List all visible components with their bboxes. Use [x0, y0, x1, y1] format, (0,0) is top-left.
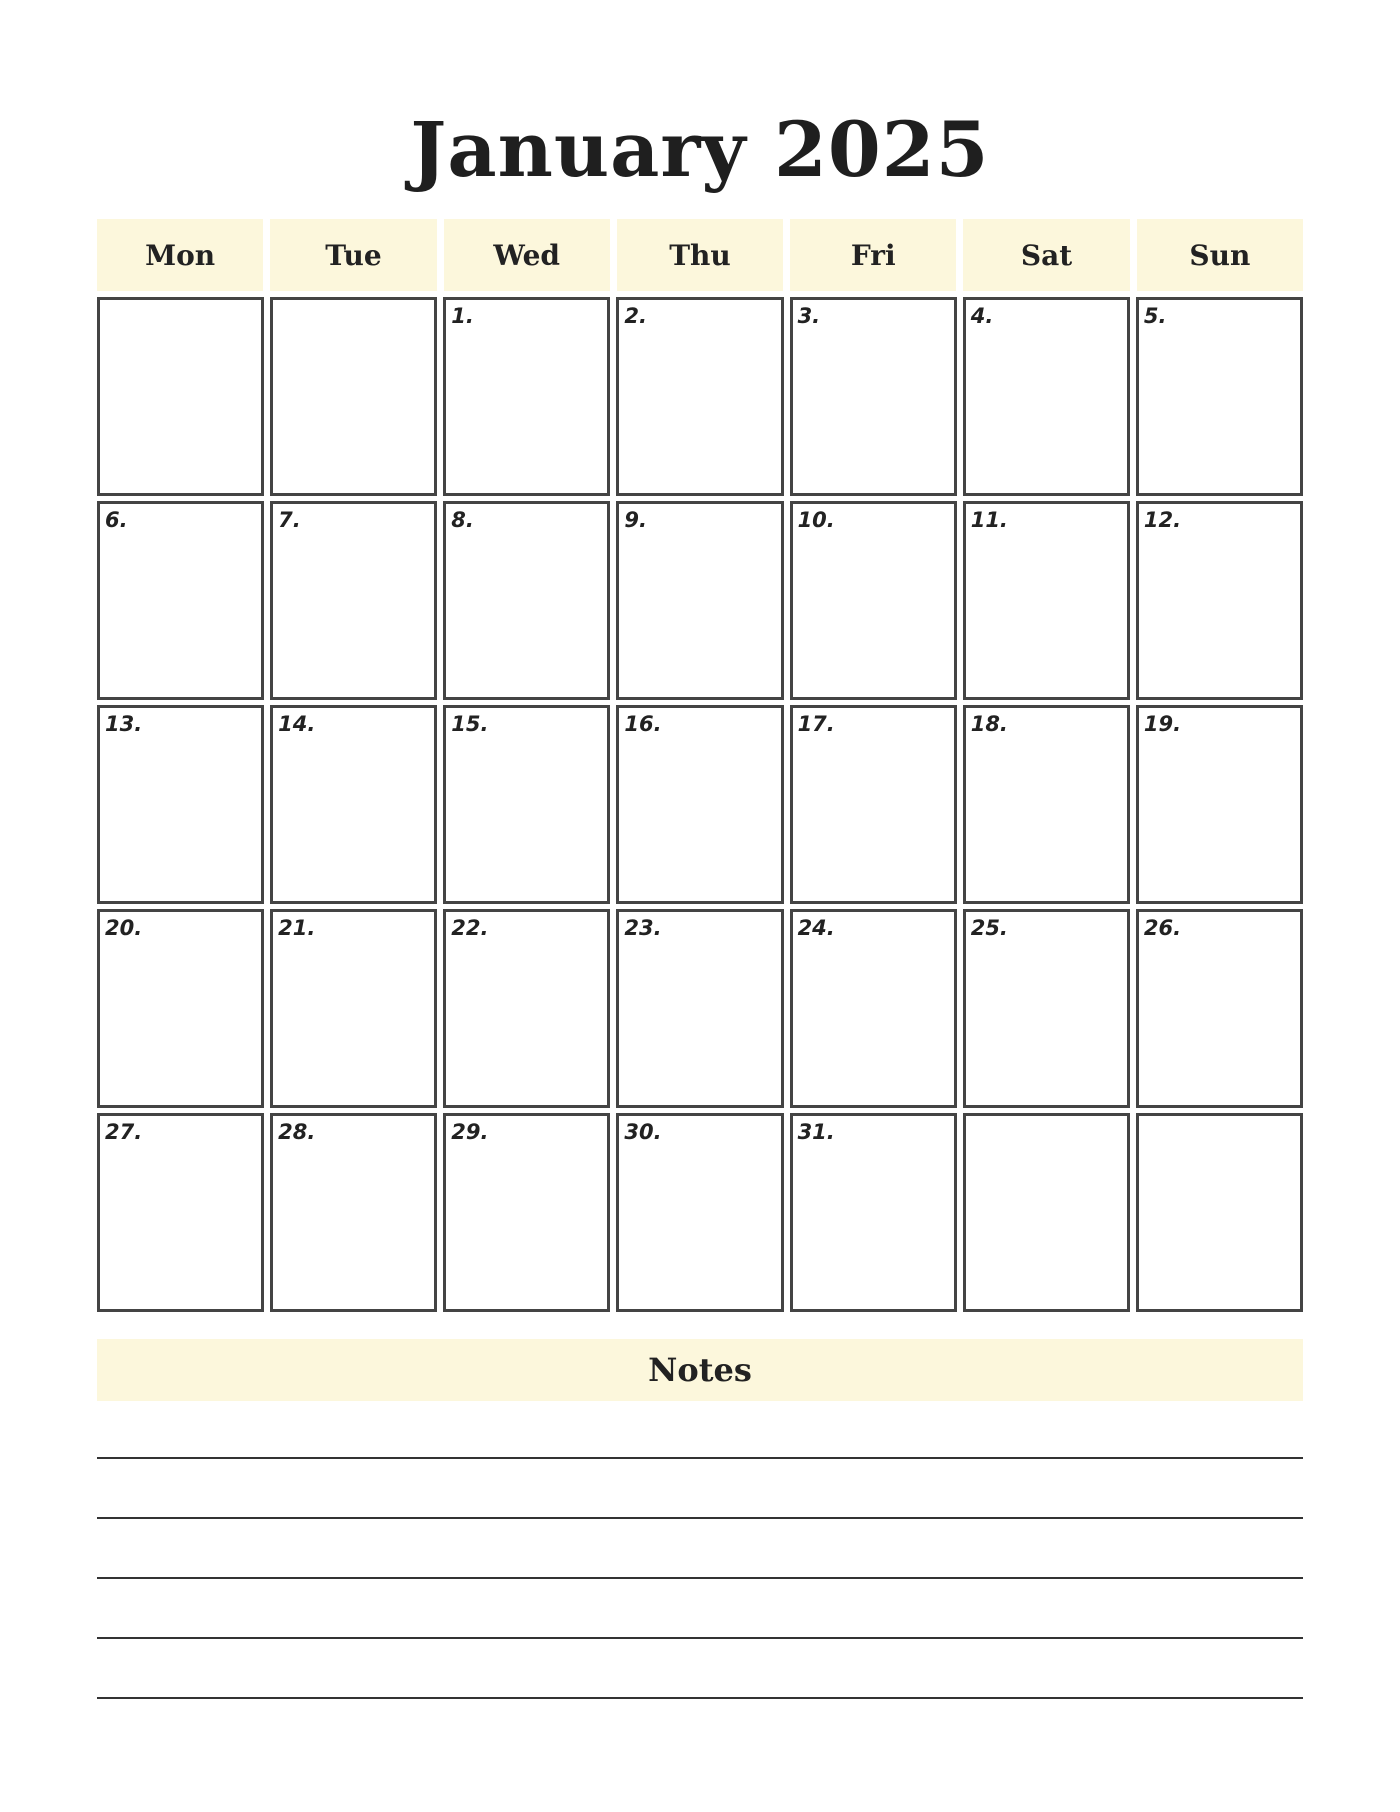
day-number: 27.	[105, 1120, 143, 1144]
day-cell[interactable]	[97, 1113, 264, 1312]
day-cell[interactable]	[1136, 909, 1303, 1108]
day-number: 2.	[624, 304, 648, 328]
day-cell[interactable]	[790, 1113, 957, 1312]
weekday-mon: Mon	[97, 219, 263, 291]
day-cell[interactable]	[443, 297, 610, 496]
day-number: 4.	[970, 304, 994, 328]
day-cell[interactable]	[97, 705, 264, 904]
day-cell[interactable]	[443, 1113, 610, 1312]
day-cell[interactable]	[963, 909, 1130, 1108]
day-cell[interactable]	[963, 297, 1130, 496]
day-number: 18.	[970, 712, 1008, 736]
note-line[interactable]	[97, 1457, 1303, 1459]
day-cell[interactable]	[616, 909, 783, 1108]
weekday-wed: Wed	[444, 219, 610, 291]
day-cell[interactable]	[616, 705, 783, 904]
page-title: January 2025	[410, 105, 990, 194]
day-cell[interactable]	[270, 1113, 437, 1312]
day-cell[interactable]	[1136, 705, 1303, 904]
day-cell[interactable]	[616, 501, 783, 700]
day-cell[interactable]	[616, 297, 783, 496]
day-number: 11.	[970, 508, 1008, 532]
day-number: 31.	[797, 1120, 835, 1144]
day-number: 26.	[1143, 916, 1182, 940]
note-line[interactable]	[97, 1517, 1303, 1519]
day-cell[interactable]	[963, 1113, 1130, 1312]
weekday-header-row	[97, 219, 1303, 291]
day-number: 23.	[624, 916, 662, 940]
day-number: 7.	[278, 508, 301, 532]
day-cell[interactable]	[443, 501, 610, 700]
day-cell[interactable]	[790, 909, 957, 1108]
day-cell[interactable]	[790, 297, 957, 496]
day-number: 20.	[105, 916, 143, 940]
day-number: 13.	[105, 712, 143, 736]
day-number: 17.	[797, 712, 835, 736]
day-number: 24.	[797, 916, 835, 940]
day-number: 28.	[278, 1120, 316, 1144]
day-cell[interactable]	[616, 1113, 783, 1312]
day-cell[interactable]	[443, 705, 610, 904]
day-cell[interactable]	[270, 501, 437, 700]
day-cell[interactable]	[97, 501, 264, 700]
day-number: 10.	[797, 508, 835, 532]
day-number: 19.	[1143, 712, 1182, 736]
day-number: 15.	[451, 712, 489, 736]
day-cell[interactable]	[1136, 501, 1303, 700]
day-cell[interactable]	[790, 501, 957, 700]
day-cell[interactable]	[97, 909, 264, 1108]
day-cell[interactable]	[443, 909, 610, 1108]
day-cell[interactable]	[97, 297, 264, 496]
day-cell[interactable]	[963, 705, 1130, 904]
day-number: 29.	[451, 1120, 489, 1144]
weekday-fri: Fri	[790, 219, 956, 291]
day-cell[interactable]	[963, 501, 1130, 700]
day-number: 21.	[278, 916, 316, 940]
notes-heading: Notes	[97, 1339, 1303, 1401]
day-cell[interactable]	[1136, 297, 1303, 496]
day-number: 22.	[451, 916, 489, 940]
note-line[interactable]	[97, 1577, 1303, 1579]
day-number: 12.	[1143, 508, 1182, 532]
weekday-sat: Sat	[963, 219, 1129, 291]
weekday-thu: Thu	[617, 219, 783, 291]
day-number: 8.	[451, 508, 474, 532]
day-cell[interactable]	[270, 705, 437, 904]
note-line[interactable]	[97, 1697, 1303, 1699]
note-line[interactable]	[97, 1637, 1303, 1639]
day-number: 3.	[797, 304, 821, 328]
day-cell[interactable]	[790, 705, 957, 904]
day-cell[interactable]	[270, 297, 437, 496]
day-cell[interactable]	[1136, 1113, 1303, 1312]
day-number: 14.	[278, 712, 316, 736]
day-number: 9.	[624, 508, 648, 532]
weekday-sun: Sun	[1137, 219, 1303, 291]
day-number: 16.	[624, 712, 662, 736]
day-number: 30.	[624, 1120, 662, 1144]
day-number: 6.	[105, 508, 128, 532]
day-number: 25.	[970, 916, 1008, 940]
calendar-grid	[97, 297, 1303, 1312]
day-number: 5.	[1143, 304, 1167, 328]
weekday-tue: Tue	[270, 219, 436, 291]
day-cell[interactable]	[270, 909, 437, 1108]
day-number: 1.	[451, 304, 474, 328]
